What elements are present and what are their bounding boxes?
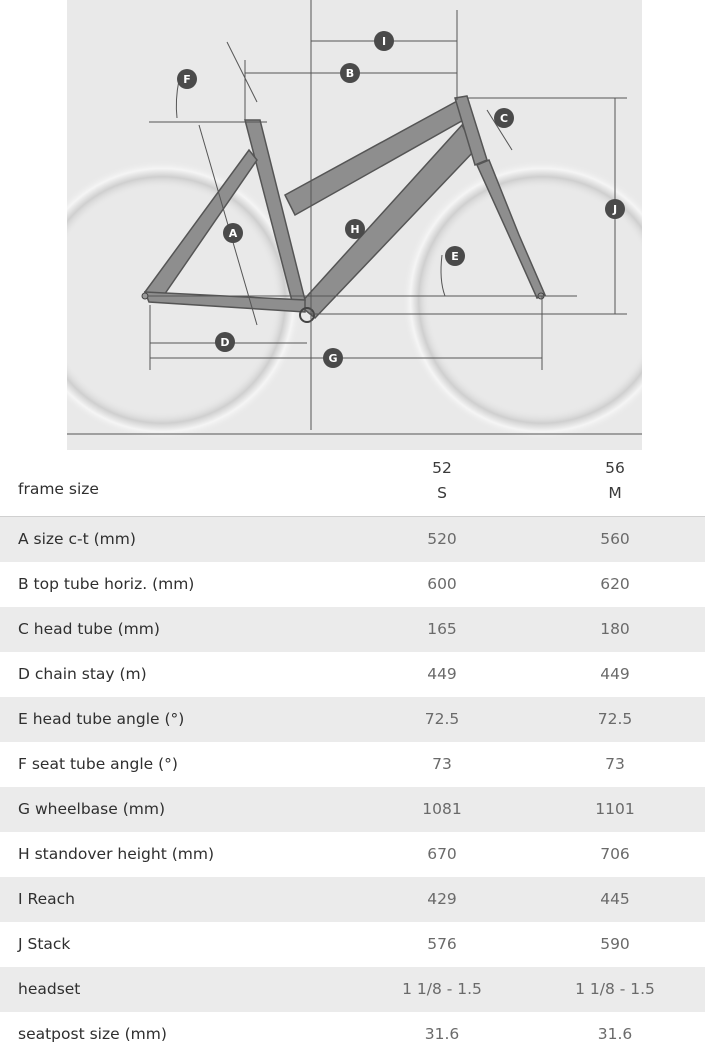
row-label: B top tube horiz. (mm) — [18, 575, 195, 593]
front-wheel — [402, 160, 642, 440]
table-row — [0, 877, 705, 922]
marker-a-label: A — [228, 227, 238, 240]
row-value-m: 449 — [600, 665, 630, 683]
table-header — [0, 451, 705, 517]
table-row — [0, 517, 705, 562]
row-label: A size c-t (mm) — [18, 530, 136, 548]
row-value-s: 1 1/8 - 1.5 — [402, 980, 482, 998]
table-row — [0, 787, 705, 832]
row-value-m: 620 — [600, 575, 630, 593]
table-row — [0, 607, 705, 652]
column-code-s: S — [437, 484, 447, 502]
row-value-m: 445 — [600, 890, 630, 908]
frame-geometry-svg — [67, 0, 642, 450]
table-row — [0, 562, 705, 607]
marker-j — [605, 199, 625, 219]
row-value-s: 429 — [427, 890, 457, 908]
row-value-m: 1101 — [595, 800, 635, 818]
row-value-s: 72.5 — [424, 710, 460, 728]
row-label: F seat tube angle (°) — [18, 755, 178, 773]
marker-h — [345, 219, 365, 239]
row-value-m: 72.5 — [597, 710, 633, 728]
column-size-56: 56 — [605, 459, 625, 477]
row-label: C head tube (mm) — [18, 620, 160, 638]
row-label: H standover height (mm) — [18, 845, 215, 863]
row-value-s: 600 — [427, 575, 457, 593]
marker-a — [223, 223, 243, 243]
marker-i — [374, 31, 394, 51]
row-value-m: 73 — [605, 755, 625, 773]
column-size-52: 52 — [432, 459, 452, 477]
frame-geometry-diagram — [67, 0, 642, 450]
marker-i-label: I — [381, 35, 387, 48]
geometry-table — [0, 451, 705, 1057]
row-value-m: 560 — [600, 530, 630, 548]
row-value-m: 1 1/8 - 1.5 — [575, 980, 655, 998]
table-row — [0, 742, 705, 787]
table-row — [0, 652, 705, 697]
column-header-52 — [372, 456, 512, 506]
marker-h-label: H — [350, 223, 360, 236]
table-row — [0, 922, 705, 967]
column-header-56 — [545, 456, 685, 506]
marker-b-label: B — [345, 67, 355, 80]
marker-j-label: J — [612, 203, 618, 216]
row-value-s: 576 — [427, 935, 457, 953]
marker-e-label: E — [451, 250, 459, 263]
row-label: E head tube angle (°) — [18, 710, 185, 728]
row-label: J Stack — [18, 935, 71, 953]
marker-g-label: G — [328, 352, 338, 365]
marker-c — [494, 108, 514, 128]
table-row — [0, 967, 705, 1012]
row-value-s: 165 — [427, 620, 457, 638]
row-label: D chain stay (m) — [18, 665, 147, 683]
row-value-s: 520 — [427, 530, 457, 548]
marker-f — [177, 69, 197, 89]
marker-c-label: C — [499, 112, 509, 125]
table-row — [0, 1012, 705, 1057]
marker-g — [323, 348, 343, 368]
row-value-m: 706 — [600, 845, 630, 863]
row-value-s: 31.6 — [424, 1025, 460, 1043]
row-value-m: 180 — [600, 620, 630, 638]
frame-size-label: frame size — [18, 480, 99, 498]
table-row — [0, 832, 705, 877]
marker-b — [340, 63, 360, 83]
row-label: headset — [18, 980, 81, 998]
table-row — [0, 697, 705, 742]
row-value-m: 31.6 — [597, 1025, 633, 1043]
row-value-s: 449 — [427, 665, 457, 683]
row-label: G wheelbase (mm) — [18, 800, 165, 818]
row-value-s: 670 — [427, 845, 457, 863]
marker-f-label: F — [183, 73, 191, 86]
marker-d — [215, 332, 235, 352]
column-code-m: M — [608, 484, 622, 502]
marker-d-label: D — [220, 336, 230, 349]
row-label: seatpost size (mm) — [18, 1025, 167, 1043]
row-value-s: 73 — [432, 755, 452, 773]
row-value-s: 1081 — [422, 800, 462, 818]
marker-e — [445, 246, 465, 266]
row-value-m: 590 — [600, 935, 630, 953]
row-label: I Reach — [18, 890, 75, 908]
